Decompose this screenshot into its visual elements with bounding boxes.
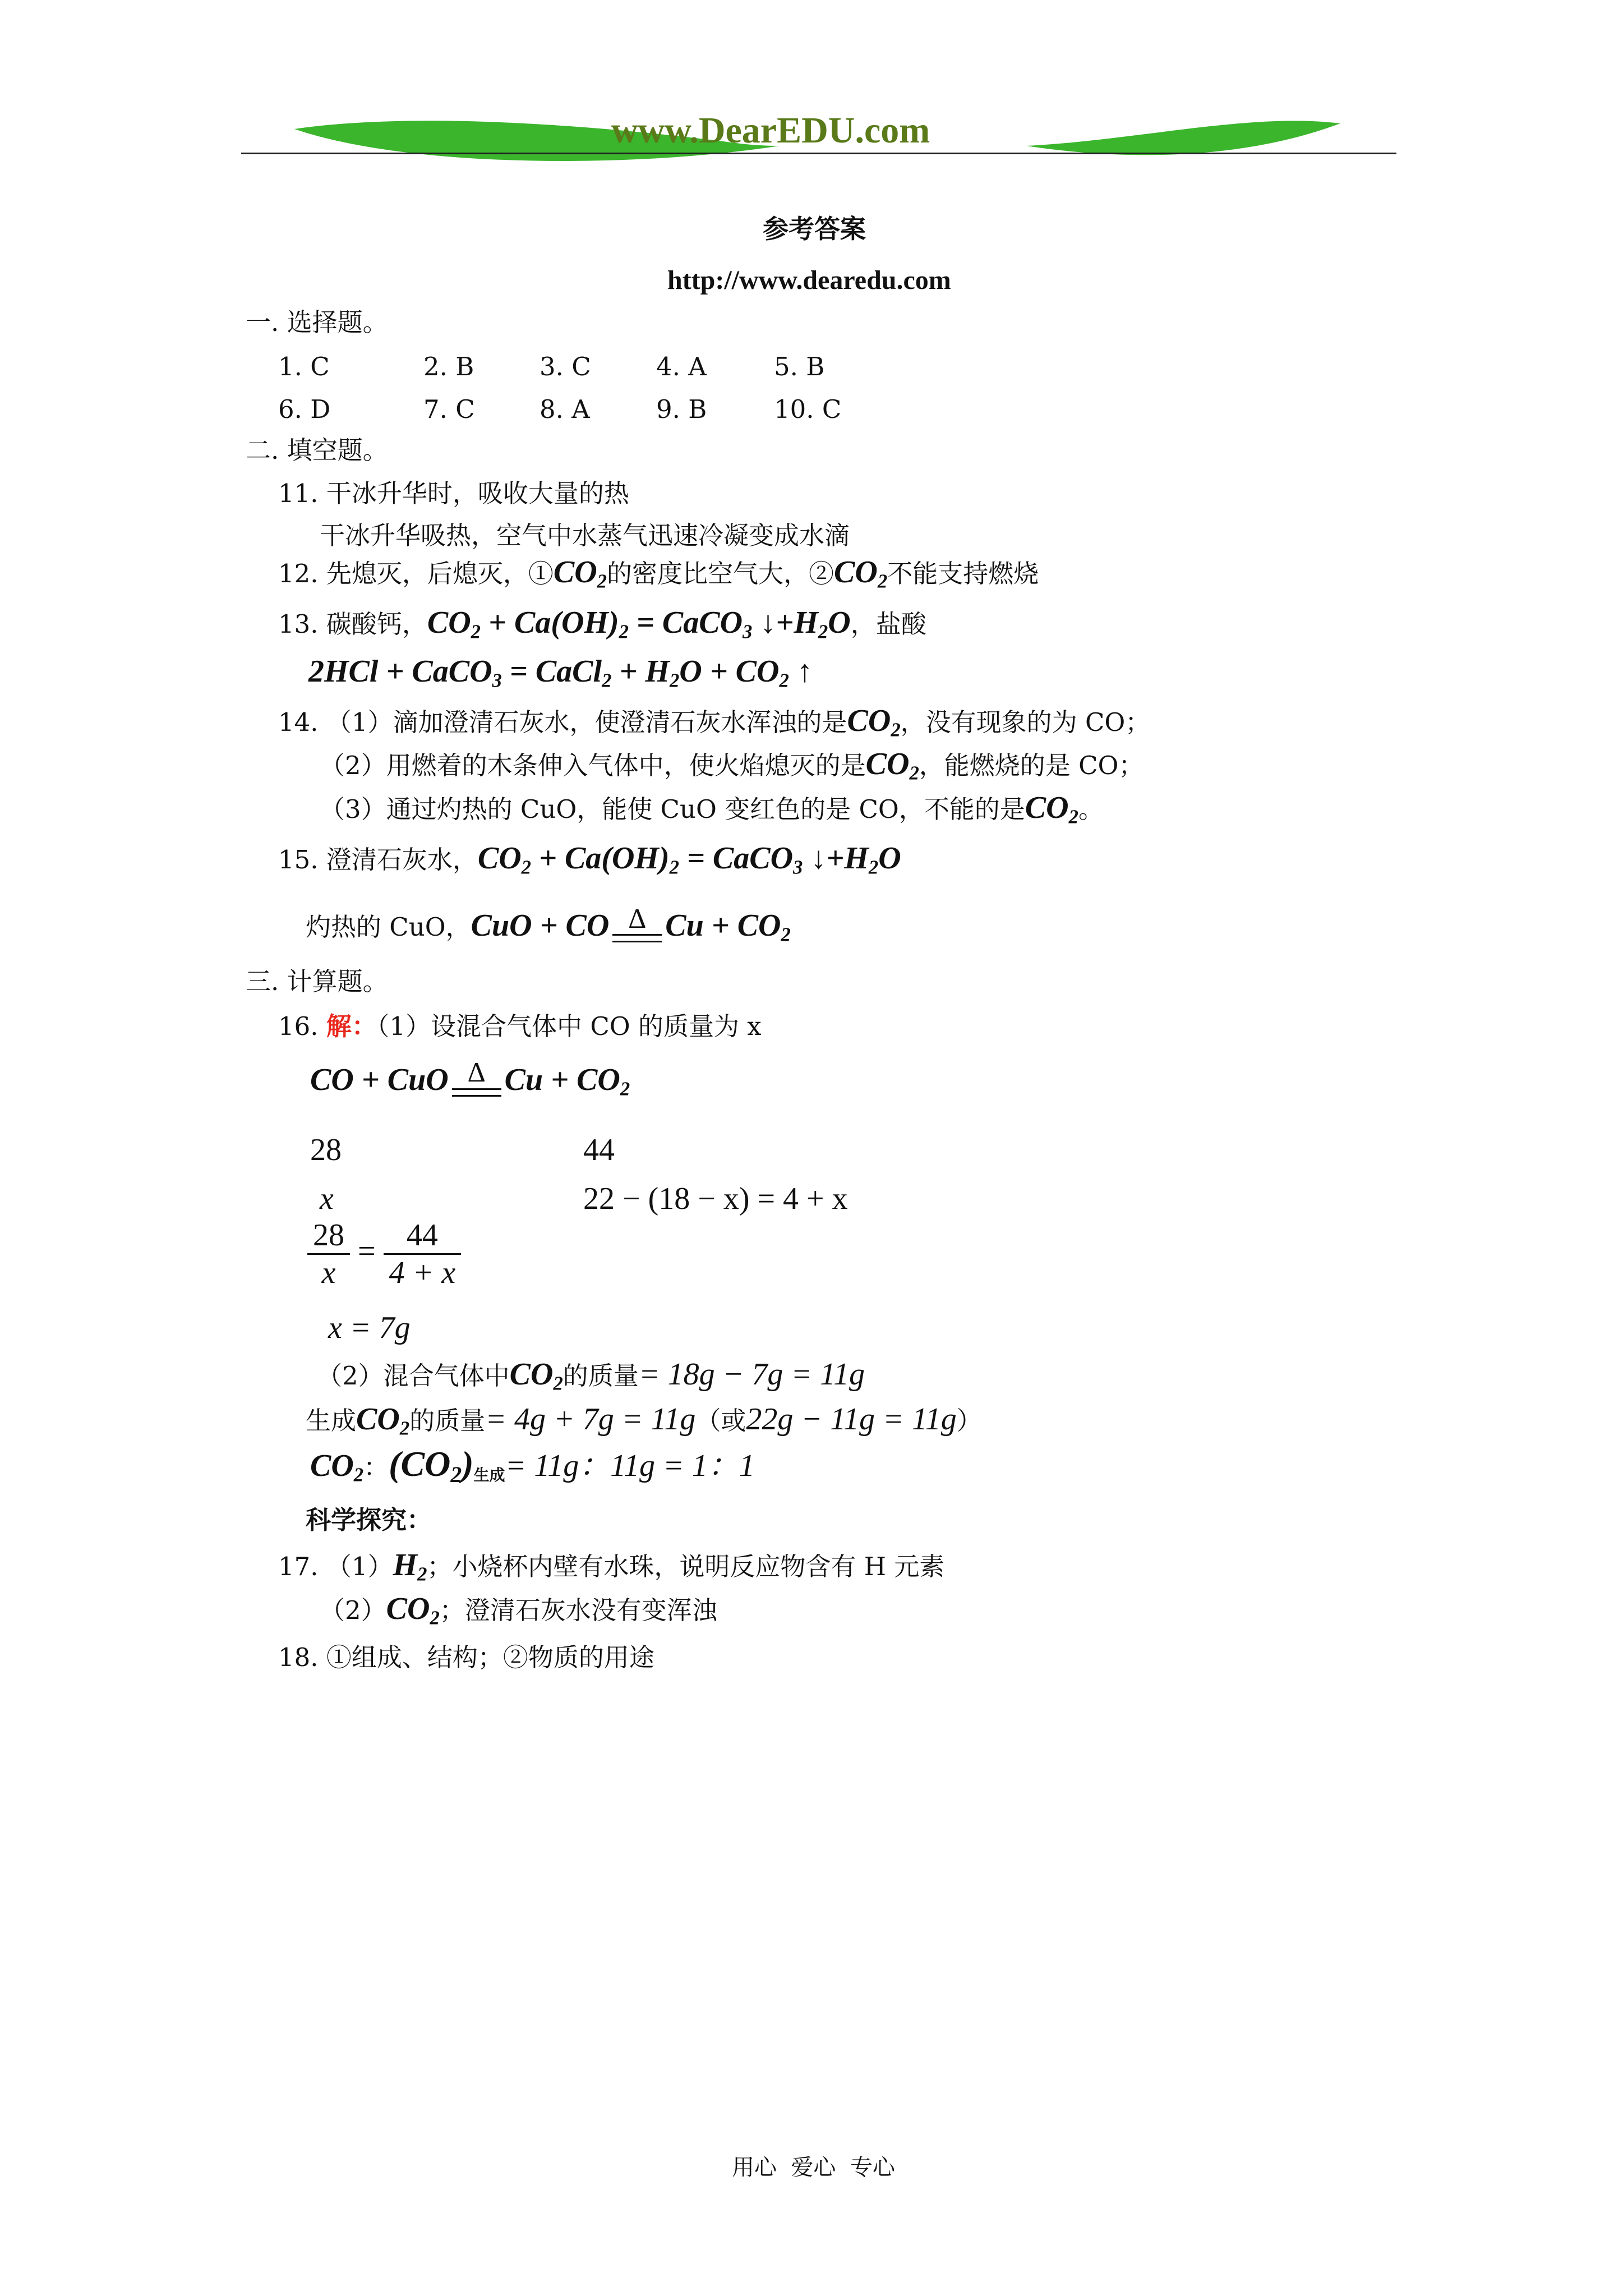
q17-l1a: 17. （1） xyxy=(278,1552,393,1581)
q18: 18. ①组成、结构；②物质的用途 xyxy=(278,1642,654,1672)
co2-formula: $CO_2$ xyxy=(509,1357,563,1395)
q16-part3 xyxy=(306,1402,982,1438)
frac-num-right: 44 xyxy=(406,1218,438,1253)
var-x: x xyxy=(320,1181,334,1216)
q16-intro xyxy=(278,1010,762,1043)
frac-den-left: x xyxy=(307,1253,350,1291)
source-url: http://www.dearedu.com xyxy=(667,265,951,295)
q16-p2b: 的质量 xyxy=(562,1361,639,1391)
section-fill: 二. 填空题。 xyxy=(246,435,388,465)
mass-equation: 22 − (18 − x) = 4 + x xyxy=(583,1181,848,1216)
equation-limewater: $CO_2 + Ca(OH)_2$ = CaCO$_3$ $↓+H_2O$ xyxy=(477,841,901,878)
answer-8: 8. A xyxy=(540,394,590,424)
result-x: x = 7g xyxy=(328,1310,411,1345)
q14-l2a: （2）用燃着的木条伸入气体中，使火焰熄灭的是 xyxy=(320,751,866,780)
q16-jie: 解： xyxy=(326,1011,377,1041)
q16-p3a: 生成 xyxy=(306,1406,357,1435)
equation-hcl: 2HCl + CaCO$_3$ = CaCl$_2$ + $H_2O + CO_2$ ↑ xyxy=(308,654,813,692)
answer-10: 10. C xyxy=(774,394,842,424)
equation-limewater: $CO_2 + Ca(OH)_2$ = CaCO$_3$ $↓+H_2O$ xyxy=(427,605,851,643)
q14-l1a: 14. （1）滴加澄清石灰水，使澄清石灰水浑浊的是 xyxy=(278,707,847,737)
q16-ratio: $CO_2$：$(CO_2)_{生成}= 11g$：11g = 1：1 xyxy=(310,1444,755,1488)
q15-a: 15. 澄清石灰水， xyxy=(278,845,478,875)
header-logo xyxy=(241,107,1396,168)
answer-1: 1. C xyxy=(278,352,330,381)
q12-c: 不能支持燃烧 xyxy=(887,559,1039,588)
q16-prefix: 16. xyxy=(278,1011,326,1041)
q14-l2b: ，能燃烧的是 CO； xyxy=(919,751,1144,780)
h2-formula: $H_2$ xyxy=(393,1548,427,1585)
logo-text: www.DearEDU.com xyxy=(611,110,930,151)
q15-line2 xyxy=(306,903,791,951)
co2-formula: $CO_2$ xyxy=(865,747,919,784)
q17-line1 xyxy=(278,1548,944,1584)
answer-7: 7. C xyxy=(423,394,475,424)
q11-line1: 11. 干冰升华时，吸收大量的热 xyxy=(278,478,629,508)
q17-l2a: （2） xyxy=(320,1595,386,1625)
co2-formula: $CO_2$ xyxy=(386,1591,440,1629)
page-footer: 用心 爱心 专心 xyxy=(732,2155,895,2180)
q14-l3b: 。 xyxy=(1078,794,1104,824)
co2-formula: $CO_2$ xyxy=(847,703,901,741)
co2-formula: $CO_2$ xyxy=(1025,790,1078,828)
q11-line2: 干冰升华吸热，空气中水蒸气迅速冷凝变成水滴 xyxy=(320,521,850,550)
q15-b: 灼热的 CuO， xyxy=(306,912,471,942)
q14-l3a: （3）通过灼热的 CuO，能使 CuO 变红色的是 CO，不能的是 xyxy=(320,794,1025,824)
mass-44: 44 xyxy=(583,1133,615,1167)
answer-3: 3. C xyxy=(540,352,591,381)
q13-b: ，盐酸 xyxy=(850,609,926,639)
q14-line1 xyxy=(278,704,1150,739)
frac-num-left: 28 xyxy=(313,1218,344,1253)
answer-5: 5. B xyxy=(774,352,825,381)
q15-line1 xyxy=(278,841,901,877)
q14-line2 xyxy=(320,747,1144,783)
answer-6: 6. D xyxy=(278,394,331,424)
answer-2: 2. B xyxy=(423,352,474,381)
q12-a: 12. 先熄灭，后熄灭，① xyxy=(278,559,554,588)
equation-co-cuo: CO + CuO Δ $Cu + CO_2$ xyxy=(310,1056,630,1100)
section-calc: 三. 计算题。 xyxy=(246,967,388,996)
q13-a: 13. 碳酸钙， xyxy=(278,609,427,639)
frac-den-right: 4 + x xyxy=(384,1253,462,1291)
q16-p3e: 22g − 11g = 11g xyxy=(746,1402,957,1437)
q16-part2 xyxy=(317,1358,865,1393)
co2-formula: $CO_2$ xyxy=(356,1402,410,1439)
q12 xyxy=(278,555,1039,591)
q16-intro-text: （1）设混合气体中 CO 的质量为 x xyxy=(376,1011,762,1041)
q16-p2a: （2）混合气体中 xyxy=(317,1361,510,1391)
q17-l1b: ；小烧杯内壁有水珠，说明反应物含有 H 元素 xyxy=(427,1552,945,1581)
answer-4: 4. A xyxy=(656,352,707,381)
q13-line1 xyxy=(278,606,926,641)
q16-p3d: （或 xyxy=(695,1406,746,1435)
co2-formula: $CO_2$ xyxy=(553,555,607,592)
mass-28: 28 xyxy=(310,1133,342,1167)
q16-p3b: 的质量 xyxy=(409,1406,486,1435)
proportion: $\frac{28}{x}$ = $\frac{44}{4 + x}$ xyxy=(307,1217,461,1291)
co2-formula: $CO_2$ xyxy=(834,555,888,592)
ratio-value: = 11g：11g = 1：1 xyxy=(505,1448,755,1483)
answer-9: 9. B xyxy=(656,394,707,424)
q14-l1b: ，没有现象的为 CO； xyxy=(900,707,1151,737)
section-explore: 科学探究： xyxy=(306,1505,432,1535)
q17-line2 xyxy=(320,1592,717,1627)
header-rule xyxy=(241,153,1396,154)
q16-p2c: = 18g − 7g = 11g xyxy=(638,1357,865,1392)
q14-line3 xyxy=(320,791,1104,826)
q12-b: 的密度比空气大，② xyxy=(607,559,834,588)
co2-formula: $CO_2$ xyxy=(310,1448,364,1486)
equation-cuo: CuO + CO Δ $Cu + CO_2$ xyxy=(471,903,791,946)
q16-p3c: = 4g + 7g = 11g xyxy=(485,1402,696,1437)
page-title: 参考答案 xyxy=(763,214,866,244)
section-choice: 一. 选择题。 xyxy=(246,307,388,337)
ratio-subscript: 生成 xyxy=(473,1465,505,1484)
q16-p3f: ） xyxy=(956,1406,982,1435)
q17-l2b: ；澄清石灰水没有变浑浊 xyxy=(439,1595,717,1625)
